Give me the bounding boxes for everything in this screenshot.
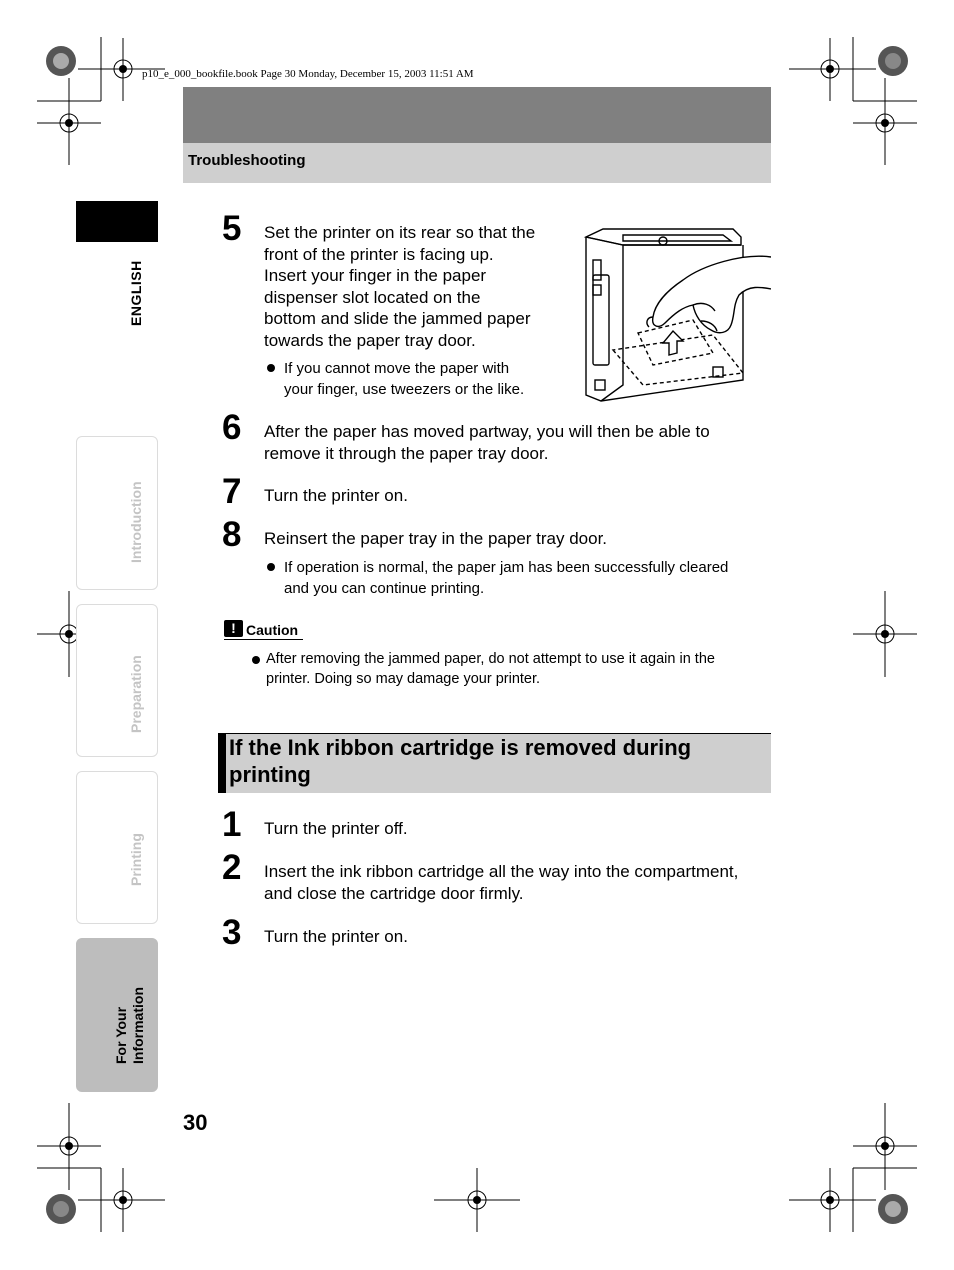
page-number: 30 [183, 1110, 208, 1135]
text-line: If you cannot move the paper with [284, 360, 510, 377]
text-line: Turn the printer on. [264, 486, 408, 505]
step-number: 1 [222, 805, 242, 844]
text-line: If operation is normal, the paper jam has been successfully cleared [284, 559, 729, 576]
step-text [264, 222, 564, 351]
step-number: 8 [222, 515, 242, 554]
text-line: printer. Doing so may damage your printer. [266, 671, 541, 687]
section-header: Troubleshooting [188, 152, 306, 169]
tab-for-your-information[interactable] [76, 938, 158, 1092]
text-line: Insert your finger in the paper [264, 266, 487, 285]
tab-label-line1: For Your [113, 1006, 129, 1064]
tab-introduction[interactable] [76, 436, 158, 590]
printer-illustration [583, 225, 771, 403]
text-line: Turn the printer off. [264, 819, 408, 838]
bullet-dot [267, 563, 275, 571]
text-line: your finger, use tweezers or the like. [284, 381, 525, 398]
section-title [229, 734, 769, 788]
caution-underline [224, 639, 303, 640]
language-label: ENGLISH [128, 260, 144, 326]
tab-for-your-information-label [113, 969, 147, 1064]
caution-text [266, 649, 771, 689]
text-line: After removing the jammed paper, do not attempt to use it again in the [266, 651, 715, 667]
text-line: and close the cartridge door firmly. [264, 883, 524, 903]
header-band [183, 87, 771, 143]
text-line: After the paper has moved partway, you will then be able to [264, 422, 710, 441]
bullet-text [284, 557, 774, 599]
text-line: Turn the printer on. [264, 927, 408, 946]
text-line: front of the printer is facing up. [264, 244, 494, 264]
step-text [264, 485, 774, 507]
step-number: 7 [222, 472, 242, 511]
step-number: 5 [222, 209, 242, 248]
step-number: 3 [222, 913, 242, 952]
tab-preparation[interactable] [76, 604, 158, 757]
title-line: printing [229, 762, 311, 787]
bullet-dot [252, 656, 260, 664]
section-heading-bar [218, 733, 226, 793]
text-line: dispenser slot located on the [264, 287, 481, 307]
caution-label: Caution [246, 622, 299, 638]
step-text [264, 861, 774, 904]
step-text [264, 528, 774, 550]
bullet-text [284, 358, 574, 400]
tab-printing-label: Printing [128, 833, 144, 886]
title-line: If the Ink ribbon cartridge is removed during [229, 735, 692, 760]
language-marker [76, 201, 158, 242]
step-text [264, 926, 774, 948]
tab-introduction-label: Introduction [128, 481, 144, 563]
step-number: 6 [222, 408, 242, 447]
tab-printing[interactable] [76, 771, 158, 924]
text-line: remove it through the paper tray door. [264, 443, 549, 463]
caution-icon: ! [224, 620, 243, 637]
text-line: Set the printer on its rear so that the [264, 223, 536, 242]
text-line: and you can continue printing. [284, 580, 485, 597]
tab-label-line2: Information [130, 987, 146, 1064]
text-line: Insert the ink ribbon cartridge all the way into the compartment, [264, 862, 739, 881]
text-line: bottom and slide the jammed paper [264, 309, 531, 328]
tab-preparation-label: Preparation [128, 655, 144, 733]
bullet-dot [267, 364, 275, 372]
step-text [264, 421, 774, 464]
step-text [264, 818, 774, 840]
text-line: Reinsert the paper tray in the paper tray door. [264, 529, 608, 548]
step-number: 2 [222, 848, 242, 887]
file-info: p10_e_000_bookfile.book Page 30 Monday, December 15, 2003 11:51 AM [142, 68, 474, 80]
text-line: towards the paper tray door. [264, 330, 476, 350]
